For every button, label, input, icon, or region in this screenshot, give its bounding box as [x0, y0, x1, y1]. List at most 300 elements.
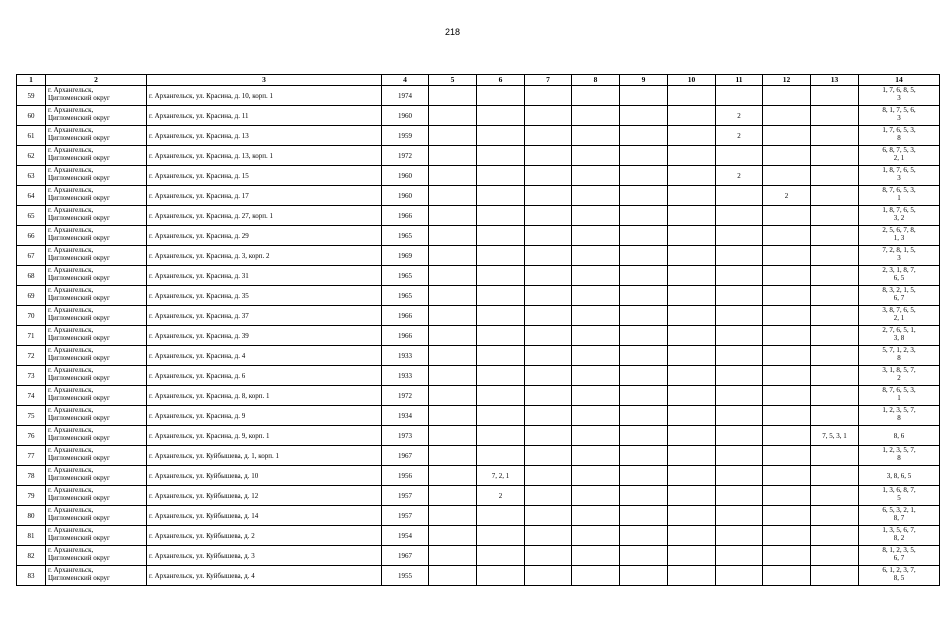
district-cell	[46, 186, 147, 206]
value-cell-c12	[763, 346, 811, 366]
address-cell: г. Архангельск, ул. Красина, д. 27, корп. 1	[147, 206, 382, 226]
district-cell	[46, 286, 147, 306]
value-cell-c13	[811, 546, 859, 566]
priority-cell	[859, 426, 940, 446]
value-cell-c9	[620, 566, 668, 586]
value-cell-c10	[668, 206, 716, 226]
priority-line: 6, 8, 7, 5, 3,	[882, 146, 916, 154]
row-number-cell: 70	[17, 306, 46, 326]
priority-cell	[859, 346, 940, 366]
district-cell	[46, 226, 147, 246]
address-cell: г. Архангельск, ул. Красина, д. 9, корп. 1	[147, 426, 382, 446]
value-cell-c9	[620, 126, 668, 146]
value-cell-c11	[716, 326, 763, 346]
year-cell: 1966	[382, 326, 429, 346]
year-cell: 1956	[382, 466, 429, 486]
value-cell-c5	[429, 246, 477, 266]
value-cell-c5	[429, 526, 477, 546]
year-cell: 1957	[382, 506, 429, 526]
value-cell-c5	[429, 166, 477, 186]
row-number-cell: 59	[17, 86, 46, 106]
value-cell-c13	[811, 506, 859, 526]
value-cell-c6	[477, 426, 525, 446]
value-cell-c7	[525, 326, 572, 346]
priority-cell	[859, 86, 940, 106]
value-cell-c6	[477, 506, 525, 526]
district-cell	[46, 86, 147, 106]
district-cell	[46, 566, 147, 586]
value-cell-c9	[620, 186, 668, 206]
value-cell-c13	[811, 226, 859, 246]
district-line: г. Архангельск,	[48, 326, 94, 334]
district-cell	[46, 366, 147, 386]
priority-line: 8, 7, 6, 5, 3,	[882, 186, 916, 194]
value-cell-c11	[716, 366, 763, 386]
value-cell-c12	[763, 506, 811, 526]
priority-line: 3, 8, 7, 6, 5,	[882, 306, 916, 314]
district-line: г. Архангельск,	[48, 126, 94, 134]
value-cell-c9	[620, 106, 668, 126]
priority-cell	[859, 266, 940, 286]
priority-cell	[859, 126, 940, 146]
district-line: Цигломенский округ	[48, 394, 110, 402]
priority-line: 6, 7	[893, 294, 905, 302]
district-line: Цигломенский округ	[48, 334, 110, 342]
address-cell: г. Архангельск, ул. Красина, д. 39	[147, 326, 382, 346]
district-line: г. Архангельск,	[48, 506, 94, 514]
district-line: Цигломенский округ	[48, 454, 110, 462]
table-row	[17, 366, 940, 386]
district-cell	[46, 406, 147, 426]
value-cell-c8	[572, 486, 620, 506]
address-cell: г. Архангельск, ул. Красина, д. 8, корп. 1	[147, 386, 382, 406]
value-cell-c13	[811, 446, 859, 466]
value-cell-c9	[620, 406, 668, 426]
value-cell-c13	[811, 146, 859, 166]
value-cell-c6	[477, 306, 525, 326]
value-cell-c13	[811, 386, 859, 406]
row-number-cell: 67	[17, 246, 46, 266]
value-cell-c11	[716, 426, 763, 446]
priority-line: 1	[897, 194, 901, 202]
district-line: Цигломенский округ	[48, 114, 110, 122]
value-cell-c9	[620, 306, 668, 326]
address-cell: г. Архангельск, ул. Красина, д. 11	[147, 106, 382, 126]
value-cell-c10	[668, 406, 716, 426]
value-cell-c9	[620, 546, 668, 566]
value-cell-c13	[811, 366, 859, 386]
value-cell-c5	[429, 186, 477, 206]
row-number-cell: 72	[17, 346, 46, 366]
value-cell-c12	[763, 406, 811, 426]
value-cell-c5	[429, 406, 477, 426]
priority-line: 2, 5, 6, 7, 8,	[882, 226, 916, 234]
address-cell: г. Архангельск, ул. Куйбышева, д. 10	[147, 466, 382, 486]
table-row	[17, 106, 940, 126]
value-cell-c6	[477, 126, 525, 146]
column-header: 6	[477, 75, 525, 86]
value-cell-c11: 2	[716, 166, 763, 186]
value-cell-c8	[572, 526, 620, 546]
row-number-cell: 68	[17, 266, 46, 286]
value-cell-c7	[525, 566, 572, 586]
address-cell: г. Архангельск, ул. Красина, д. 9	[147, 406, 382, 426]
value-cell-c9	[620, 526, 668, 546]
priority-line: 8, 6	[893, 431, 905, 440]
district-cell	[46, 466, 147, 486]
priority-cell	[859, 546, 940, 566]
value-cell-c9	[620, 346, 668, 366]
value-cell-c7	[525, 426, 572, 446]
address-cell: г. Архангельск, ул. Куйбышева, д. 12	[147, 486, 382, 506]
district-line: г. Архангельск,	[48, 566, 94, 574]
table-row	[17, 266, 940, 286]
value-cell-c6	[477, 406, 525, 426]
district-line: г. Архангельск,	[48, 446, 94, 454]
value-cell-c10	[668, 106, 716, 126]
value-cell-c7	[525, 306, 572, 326]
priority-line: 1, 3	[893, 234, 905, 242]
value-cell-c10	[668, 226, 716, 246]
district-line: Цигломенский округ	[48, 434, 110, 442]
value-cell-c6: 2	[477, 486, 525, 506]
value-cell-c7	[525, 146, 572, 166]
value-cell-c8	[572, 266, 620, 286]
year-cell: 1960	[382, 166, 429, 186]
table-row	[17, 406, 940, 426]
priority-cell	[859, 246, 940, 266]
district-line: Цигломенский округ	[48, 254, 110, 262]
priority-line: 8	[897, 134, 901, 142]
value-cell-c7	[525, 166, 572, 186]
priority-line: 8, 1, 7, 5, 6,	[882, 106, 916, 114]
priority-line: 7, 2, 8, 1, 5,	[882, 246, 916, 254]
value-cell-c5	[429, 486, 477, 506]
table-row	[17, 286, 940, 306]
table-row	[17, 166, 940, 186]
column-header: 9	[620, 75, 668, 86]
value-cell-c12	[763, 386, 811, 406]
value-cell-c13	[811, 566, 859, 586]
value-cell-c7	[525, 206, 572, 226]
value-cell-c11	[716, 226, 763, 246]
priority-line: 3	[897, 174, 901, 182]
value-cell-c5	[429, 126, 477, 146]
priority-line: 3	[897, 114, 901, 122]
address-cell: г. Архангельск, ул. Красина, д. 13, корп. 1	[147, 146, 382, 166]
district-line: г. Архангельск,	[48, 246, 94, 254]
value-cell-c13	[811, 126, 859, 146]
district-line: Цигломенский округ	[48, 574, 110, 582]
priority-cell	[859, 166, 940, 186]
priority-line: 3, 8, 6, 5	[886, 471, 912, 480]
priority-line: 2, 3, 1, 8, 7,	[882, 266, 916, 274]
priority-line: 8, 7	[893, 514, 905, 522]
address-cell: г. Архангельск, ул. Красина, д. 15	[147, 166, 382, 186]
value-cell-c7	[525, 366, 572, 386]
value-cell-c11	[716, 306, 763, 326]
value-cell-c12	[763, 546, 811, 566]
address-cell: г. Архангельск, ул. Куйбышева, д. 2	[147, 526, 382, 546]
year-cell: 1965	[382, 226, 429, 246]
value-cell-c5	[429, 106, 477, 126]
value-cell-c12	[763, 146, 811, 166]
row-number-cell: 78	[17, 466, 46, 486]
value-cell-c7	[525, 286, 572, 306]
value-cell-c10	[668, 126, 716, 146]
data-table-container	[16, 74, 916, 586]
value-cell-c12	[763, 566, 811, 586]
district-line: г. Архангельск,	[48, 486, 94, 494]
priority-cell	[859, 466, 940, 486]
value-cell-c7	[525, 446, 572, 466]
value-cell-c11	[716, 246, 763, 266]
year-cell: 1965	[382, 286, 429, 306]
value-cell-c12	[763, 286, 811, 306]
row-number-cell: 81	[17, 526, 46, 546]
value-cell-c11: 2	[716, 126, 763, 146]
value-cell-c13	[811, 406, 859, 426]
priority-line: 1	[897, 394, 901, 402]
district-line: Цигломенский округ	[48, 554, 110, 562]
column-header: 12	[763, 75, 811, 86]
priority-cell	[859, 406, 940, 426]
value-cell-c6	[477, 546, 525, 566]
value-cell-c5	[429, 266, 477, 286]
value-cell-c10	[668, 386, 716, 406]
value-cell-c5	[429, 446, 477, 466]
value-cell-c13	[811, 346, 859, 366]
value-cell-c9	[620, 386, 668, 406]
value-cell-c10	[668, 286, 716, 306]
address-cell: г. Архангельск, ул. Куйбышева, д. 3	[147, 546, 382, 566]
table-row	[17, 126, 940, 146]
value-cell-c8	[572, 426, 620, 446]
value-cell-c9	[620, 206, 668, 226]
value-cell-c6	[477, 86, 525, 106]
value-cell-c10	[668, 506, 716, 526]
priority-line: 1, 3, 6, 8, 7,	[882, 486, 916, 494]
row-number-cell: 75	[17, 406, 46, 426]
value-cell-c8	[572, 446, 620, 466]
table-row	[17, 226, 940, 246]
priority-line: 8, 1, 2, 3, 5,	[882, 546, 916, 554]
value-cell-c12	[763, 366, 811, 386]
priority-line: 8, 5	[893, 574, 905, 582]
value-cell-c12	[763, 206, 811, 226]
row-number-cell: 62	[17, 146, 46, 166]
year-cell: 1967	[382, 446, 429, 466]
value-cell-c8	[572, 326, 620, 346]
column-header: 7	[525, 75, 572, 86]
value-cell-c7	[525, 186, 572, 206]
value-cell-c8	[572, 466, 620, 486]
value-cell-c5	[429, 146, 477, 166]
table-row	[17, 306, 940, 326]
year-cell: 1973	[382, 426, 429, 446]
row-number-cell: 80	[17, 506, 46, 526]
row-number-cell: 74	[17, 386, 46, 406]
district-cell	[46, 166, 147, 186]
value-cell-c6	[477, 206, 525, 226]
value-cell-c10	[668, 346, 716, 366]
value-cell-c8	[572, 506, 620, 526]
district-line: Цигломенский округ	[48, 174, 110, 182]
column-header: 11	[716, 75, 763, 86]
district-cell	[46, 246, 147, 266]
year-cell: 1960	[382, 186, 429, 206]
address-cell: г. Архангельск, ул. Красина, д. 10, корп. 1	[147, 86, 382, 106]
value-cell-c5	[429, 466, 477, 486]
value-cell-c6	[477, 266, 525, 286]
table-row	[17, 206, 940, 226]
value-cell-c6	[477, 226, 525, 246]
district-line: г. Архангельск,	[48, 186, 94, 194]
priority-line: 6, 1, 2, 3, 7,	[882, 566, 916, 574]
row-number-cell: 79	[17, 486, 46, 506]
year-cell: 1954	[382, 526, 429, 546]
value-cell-c12	[763, 526, 811, 546]
value-cell-c6	[477, 326, 525, 346]
value-cell-c7	[525, 406, 572, 426]
year-cell: 1959	[382, 126, 429, 146]
value-cell-c11	[716, 546, 763, 566]
column-header: 5	[429, 75, 477, 86]
value-cell-c6	[477, 446, 525, 466]
year-cell: 1966	[382, 306, 429, 326]
table-row	[17, 346, 940, 366]
table-row	[17, 506, 940, 526]
district-line: г. Архангельск,	[48, 526, 94, 534]
value-cell-c12	[763, 246, 811, 266]
value-cell-c5	[429, 386, 477, 406]
table-row	[17, 386, 940, 406]
value-cell-c7	[525, 126, 572, 146]
priority-line: 8	[897, 414, 901, 422]
row-number-cell: 66	[17, 226, 46, 246]
district-cell	[46, 206, 147, 226]
district-line: Цигломенский округ	[48, 534, 110, 542]
value-cell-c11	[716, 346, 763, 366]
priority-line: 2	[897, 374, 901, 382]
priority-line: 1, 3, 5, 6, 7,	[882, 526, 916, 534]
address-cell: г. Архангельск, ул. Красина, д. 3, корп. 2	[147, 246, 382, 266]
priority-cell	[859, 146, 940, 166]
table-row	[17, 326, 940, 346]
value-cell-c8	[572, 126, 620, 146]
priority-line: 1, 7, 6, 5, 3,	[882, 126, 916, 134]
value-cell-c6	[477, 186, 525, 206]
row-number-cell: 60	[17, 106, 46, 126]
row-number-cell: 76	[17, 426, 46, 446]
address-cell: г. Архангельск, ул. Красина, д. 31	[147, 266, 382, 286]
priority-line: 8, 3, 2, 1, 5,	[882, 286, 916, 294]
district-line: г. Архангельск,	[48, 226, 94, 234]
district-line: Цигломенский округ	[48, 194, 110, 202]
district-cell	[46, 426, 147, 446]
priority-cell	[859, 506, 940, 526]
district-line: Цигломенский округ	[48, 474, 110, 482]
column-header: 13	[811, 75, 859, 86]
table-row	[17, 246, 940, 266]
value-cell-c9	[620, 246, 668, 266]
value-cell-c11	[716, 86, 763, 106]
district-line: Цигломенский округ	[48, 274, 110, 282]
district-cell	[46, 386, 147, 406]
priority-cell	[859, 186, 940, 206]
address-cell: г. Архангельск, ул. Красина, д. 35	[147, 286, 382, 306]
value-cell-c12	[763, 306, 811, 326]
value-cell-c6: 7, 2, 1	[477, 466, 525, 486]
row-number-cell: 61	[17, 126, 46, 146]
row-number-cell: 64	[17, 186, 46, 206]
value-cell-c5	[429, 366, 477, 386]
address-cell: г. Архангельск, ул. Красина, д. 4	[147, 346, 382, 366]
value-cell-c11	[716, 266, 763, 286]
district-line: г. Архангельск,	[48, 366, 94, 374]
year-cell: 1957	[382, 486, 429, 506]
value-cell-c13	[811, 206, 859, 226]
value-cell-c9	[620, 326, 668, 346]
value-cell-c5	[429, 286, 477, 306]
address-cell: г. Архангельск, ул. Куйбышева, д. 14	[147, 506, 382, 526]
district-cell	[46, 266, 147, 286]
district-line: Цигломенский округ	[48, 514, 110, 522]
value-cell-c6	[477, 286, 525, 306]
value-cell-c6	[477, 366, 525, 386]
page-number: 218	[444, 27, 461, 37]
year-cell: 1967	[382, 546, 429, 566]
priority-line: 6, 5, 3, 2, 1,	[882, 506, 916, 514]
value-cell-c8	[572, 406, 620, 426]
value-cell-c11	[716, 566, 763, 586]
data-table	[16, 74, 940, 586]
value-cell-c6	[477, 146, 525, 166]
value-cell-c13	[811, 166, 859, 186]
priority-cell	[859, 106, 940, 126]
value-cell-c13: 7, 5, 3, 1	[811, 426, 859, 446]
value-cell-c9	[620, 146, 668, 166]
address-cell: г. Архангельск, ул. Красина, д. 37	[147, 306, 382, 326]
value-cell-c9	[620, 506, 668, 526]
value-cell-c7	[525, 226, 572, 246]
value-cell-c9	[620, 266, 668, 286]
value-cell-c6	[477, 106, 525, 126]
priority-line: 5	[897, 494, 901, 502]
value-cell-c12	[763, 326, 811, 346]
district-line: г. Архангельск,	[48, 546, 94, 554]
year-cell: 1933	[382, 346, 429, 366]
value-cell-c12	[763, 266, 811, 286]
value-cell-c9	[620, 86, 668, 106]
value-cell-c7	[525, 506, 572, 526]
priority-line: 2, 1	[893, 154, 905, 162]
column-header: 1	[17, 75, 46, 86]
value-cell-c5	[429, 206, 477, 226]
value-cell-c9	[620, 486, 668, 506]
value-cell-c8	[572, 226, 620, 246]
value-cell-c13	[811, 526, 859, 546]
table-row	[17, 186, 940, 206]
district-line: г. Архангельск,	[48, 346, 94, 354]
value-cell-c6	[477, 246, 525, 266]
value-cell-c12	[763, 106, 811, 126]
value-cell-c10	[668, 186, 716, 206]
priority-cell	[859, 206, 940, 226]
value-cell-c10	[668, 166, 716, 186]
priority-cell	[859, 486, 940, 506]
value-cell-c11	[716, 526, 763, 546]
